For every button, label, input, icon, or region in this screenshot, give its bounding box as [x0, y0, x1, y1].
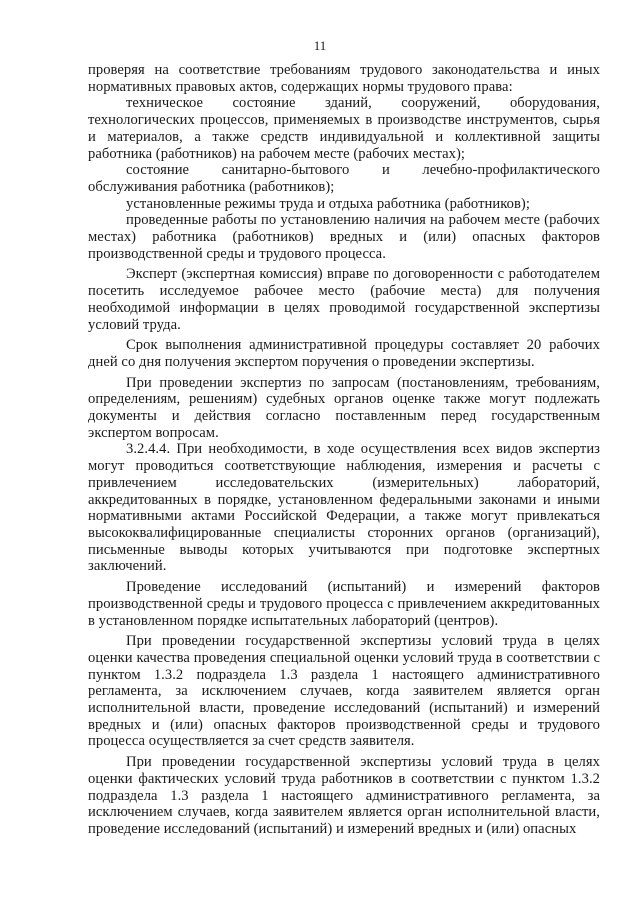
paragraph-actual-conditions: При проведении государственной экспертизы условий труда в целях оценки фактических условий труда работников в соответствии с пунктом 1.3.2 подраздела 1.3 раздела 1 настоящего административного регламента, за исключением случаев, когда заявителем является орган исполнительной власти, проведение исследований (испытаний) и измерений вредных и (или) опасных	[88, 754, 600, 837]
paragraph-technical-state: техническое состояние зданий, сооружений, оборудования, технологических процессов, применяемых в производстве инструментов, сырья и материалов, а также средств индивидуальной и коллективной защиты работника (работников) на рабочем месте (рабочих местах);	[88, 95, 600, 162]
document-body	[88, 62, 600, 838]
paragraph-intro: проверяя на соответствие требованиям трудового законодательства и иных нормативных правовых актов, содержащих нормы трудового права:	[88, 62, 600, 95]
paragraph-court-requests: При проведении экспертиз по запросам (постановлениям, требованиям, определениям, решениям) судебных органов оценке также могут подлежать документы и действия согласно поставленным перед государственным экспертом вопросам.	[88, 374, 600, 441]
paragraph-work-rest-modes: установленные режимы труда и отдыха работника (работников);	[126, 195, 530, 212]
paragraph-lab-measurements: Проведение исследований (испытаний) и измерений факторов производственной среды и трудового процесса с привлечением аккредитованных в установленном порядке испытательных лабораторий (центров).	[88, 579, 600, 629]
paragraph-quality-assessment: При проведении государственной экспертизы условий труда в целях оценки качества проведения специальной оценки условий труда в соответствии с пунктом 1.3.2 подраздела 1.3 раздела 1 настоящего административного регламента, за исключением случаев, когда заявителем является орган исполнительной власти, проведение исследований (испытаний) и измерений вредных и (или) опасных факторов производственной среды и трудового процесса осуществляется за счет средств заявителя.	[88, 633, 600, 750]
page-number: 11	[313, 38, 327, 53]
paragraph-sanitary-state: состояние санитарно-бытового и лечебно-профилактического обслуживания работника (работников);	[88, 162, 600, 195]
paragraph-3-2-4-4: 3.2.4.4. При необходимости, в ходе осуществления всех видов экспертиз могут проводиться соответствующие наблюдения, измерения и расчеты с привлечением исследовательских (измерительных) лабораторий, аккредитованных в порядке, установленном федеральными законами и иными нормативными актами Российской Федерации, а также могут привлекаться высококвалифицированные специалисты сторонних органов (организаций), письменные выводы которых учитываются при подготовке экспертных заключений.	[88, 441, 600, 575]
paragraph-hazard-factors: проведенные работы по установлению наличия на рабочем месте (рабочих местах) работника (работников) вредных и (или) опасных факторов производственной среды и трудового процесса.	[88, 212, 600, 262]
paragraph-procedure-term: Срок выполнения административной процедуры составляет 20 рабочих дней со дня получения экспертом поручения о проведении экспертизы.	[88, 337, 600, 370]
paragraph-expert-visit: Эксперт (экспертная комиссия) вправе по договоренности с работодателем посетить исследуемое рабочее место (рабочие места) для получения необходимой информации в целях проводимой государственной экспертизы условий труда.	[88, 266, 600, 333]
